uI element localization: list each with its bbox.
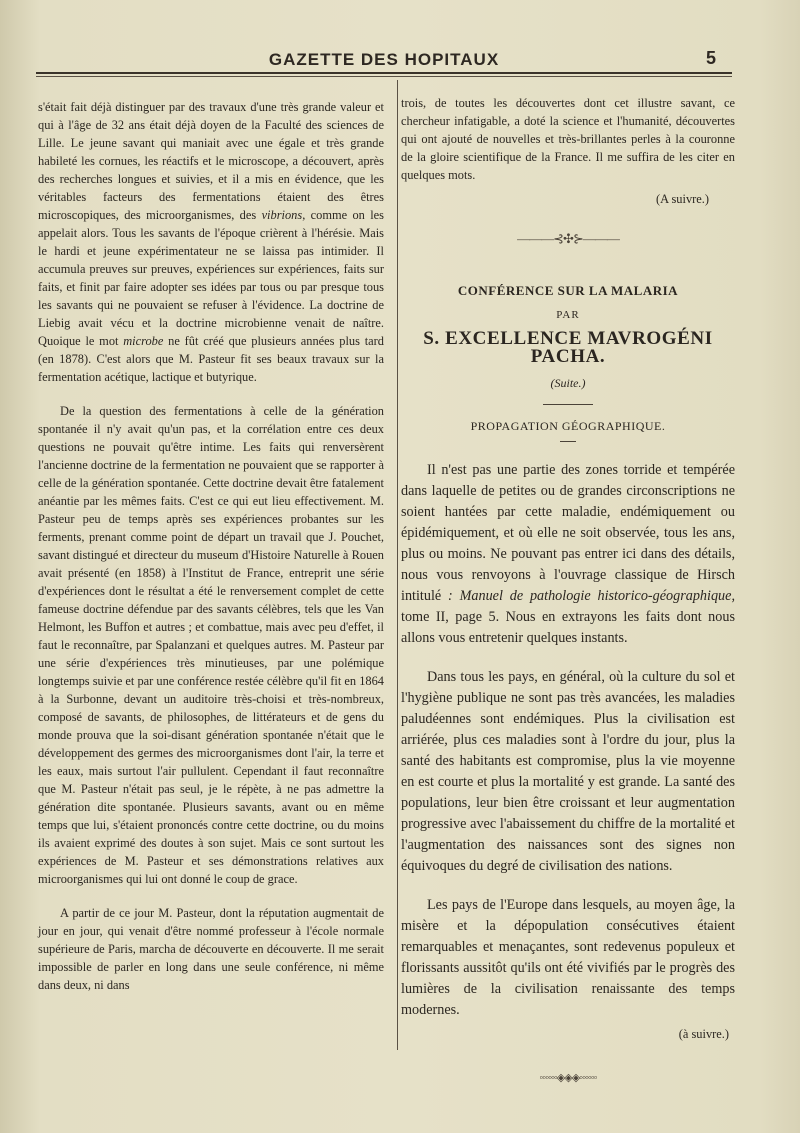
text-run: Les pays de l'Europe dans lesquels, au moyen âge, la misère et la dépopulation consécutives étaient remarquables et menaçantes, sont redevenus populeux et florissants aussitôt qu'ils ont été vivifiés par le progrès des lumières de la civilisation renaissante des temps modernes.: [401, 897, 735, 1018]
article-paragraph: [401, 460, 735, 649]
article-paragraph: [401, 667, 735, 877]
article-paragraph: [38, 402, 384, 888]
masthead-title: GAZETTE DES HOPITAUX: [268, 50, 500, 69]
header-rule: [36, 72, 732, 74]
italic-text: microbe: [123, 334, 164, 348]
section-heading: PROPAGATION GÉOGRAPHIQUE.: [470, 419, 666, 433]
short-divider: [543, 404, 593, 405]
conference-title: CONFÉRENCE SUR LA MALARIA: [457, 283, 679, 298]
text-run: , comme on les appelait alors. Tous les savants de l'époque crièrent à l'hérésie. Mais le hardi et jeune expérimentateur ne se laissa pas intimider. Il accumula preuves sur preuves, expériences sur expériences, faits sur faits, et finit par faire adopter ses idées par tous ou par presque tous les savants qui ne pouvaient se refuser à l'évidence. La doctrine de Liebig avait vécu et la doctrine microbienne venait de naître. Quoique le mot: [38, 208, 384, 348]
text-run: ne fût créé que plusieurs années plus tard (en 1878). C'est alors que M. Pasteur fit ses beaux travaux sur la fermentation acétique, lactique et butyrique.: [38, 334, 384, 384]
text-run: A partir de ce jour M. Pasteur, dont la réputation augmentait de jour en jour, qui venait d'être nommé professeur à l'école normale supérieure de Paris, marcha de découverte en découverte. Il me serait impossible de parler en long dans une seule conférence, ni même dans deux, ni dans: [38, 906, 384, 992]
italic-text: vibrions: [261, 208, 303, 222]
text-run: De la question des fermentations à celle de la génération spontanée il n'y avait qu'un pas, et la corrélation entre ces deux questions ne pouvait qu'être intime. Les faits qui renversèrent l'ancienne doctrine de la fermentation ne pouvaient que se rapporter à celle de la génération spontanée. Cette doctrine devait être fatalement anéantie par les mêmes faits. C'est ce qui eut lieu effectivement. M. Pasteur peu de temps après ses expériences probantes sur les ferments, prenant comme point de départ un travail que J. Pouchet, savant distingué et directeur du museum d'Histoire Naturelle à Rouen avait présenté (en 1858) à l'Institut de France, entreprit une série d'expériences dont le résultat a été le renversement complet de cette fameuse doctrine défendue par des savants célèbres, tels que les Van Helmont, les Buffon et autres ; et combattue, mais avec peu d'effet, il faut le reconnaître, par Spalanzani et quelques autres. M. Pasteur par une série d'expériences très minutieuses, par une polémique longtemps suivie et par une conférence restée célèbre qu'il fit en 1864 à la Surbonne, devant un auditoire très-choisi et très-nombreux, composé de savants, de philosophes, de littérateurs et de gens du monde prouva que la soi-disant génération spontanée n'était que le développement des germes des microorganismes dont l'air, la terre et les eaux, mais surtout l'air pullulent. Cependant il faut reconnaître que M. Pasteur n'était pas seul, je le répète, à ne pas admettre la génération dite spontanée. Plusieurs savants, avant ou en même temps que lui, s'étaient prononcés contre cette doctrine, ou du moins ils avaient exprimé des doutes à son sujet. Mais ce sont surtout les expériences de M. Pasteur et ses démonstrations relatives aux microorganismes qui lui ont donné le coup de grace.: [38, 404, 384, 886]
article-paragraph: [401, 895, 735, 1021]
ornament-divider: ———⊰✣⊱———: [517, 231, 619, 246]
header-rule-thin: [36, 76, 732, 77]
page-number: 5: [706, 48, 717, 68]
italic-text: : Manuel de pathologie historico-géographique,: [448, 588, 735, 604]
article-paragraph: [38, 98, 384, 386]
by-line: PAR: [556, 309, 580, 321]
ornament-footer: ◦◦◦◦◦◦◈◈◈◦◦◦◦◦◦: [539, 1072, 597, 1084]
left-column: [38, 98, 384, 994]
continuation-paragraph: trois, de toutes les découvertes dont cet illustre savant, ce chercheur infatigable, a doté la science et l'humanité, découvertes qui ont ajouté de nouvelles et très-brillantes perles à la couronne de la gloire scientifique de la France. Il me suffira de les citer en quelques mots.: [401, 96, 735, 182]
to-be-continued-note: (A suivre.): [656, 192, 709, 206]
article-paragraph: [38, 904, 384, 994]
suite-note: (Suite.): [550, 376, 586, 390]
author-title: S. EXCELLENCE MAVROGÉNI PACHA.: [423, 328, 713, 367]
text-run: Il n'est pas une partie des zones torride et tempérée dans laquelle de petites ou de grandes circonscriptions ne soient hantées par cette maladie, endémiquement ou épidémiquement, et où elle ne soit observée, tous les ans, plus ou moins. Ne pouvant pas entrer ici dans des détails, nous vous renvoyons à l'ouvrage classique de Hirsch intitulé: [401, 462, 735, 604]
to-be-continued-note: (à suivre.): [678, 1027, 729, 1041]
malaria-article-body: [401, 460, 735, 1021]
right-column: [401, 94, 735, 1087]
short-divider: [560, 441, 576, 442]
text-run: tome II, page 5. Nous en extrayons les faits dont nous allons vous entretenir quelques instants.: [401, 609, 735, 646]
text-run: Dans tous les pays, en général, où la culture du sol et l'hygiène publique ne sont pas très avancées, les maladies paludéennes sont endémiques. Plus la civilisation est arriérée, plus ces maladies sont à l'ordre du jour, plus la santé des habitants est compromise, plus la vie moyenne en est courte et plus la mortalité y est grande. La santé des populations, leur bien être croissant et leur augmentation progressive avec l'abaissement du chiffre de la mortalité et l'augmentation des naissances sont des signes non équivoques du degré de civilisation des nations.: [401, 669, 735, 874]
text-run: s'était fait déjà distinguer par des travaux d'une très grande valeur et qui à l'âge de 32 ans était déjà doyen de la Faculté des sciences de Lille. Le jeune savant qui maniait avec une égale et très grande habileté les cornues, les réactifs et le microscope, a découvert, après des recherches longues et suivies, et il a mis en évidence, que les véritables facteurs des fermentations étaient des êtres microscopiques, des microorganismes, des: [38, 100, 384, 222]
column-divider: [397, 80, 398, 1050]
